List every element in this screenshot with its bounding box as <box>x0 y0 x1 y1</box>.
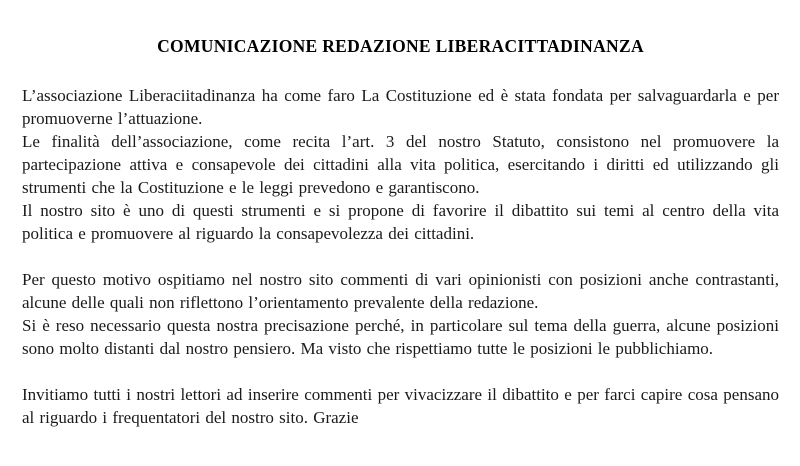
paragraph-block-positions <box>22 268 779 360</box>
paragraph: Le finalità dell’associazione, come recita l’art. 3 del nostro Statuto, consistono nel promuovere la partecipazione attiva e consapevole dei cittadini alla vita politica, esercitando i diritti ed utilizzando gli strumenti che la Costituzione e le leggi prevedono e garantiscono. <box>22 132 779 197</box>
paragraph: Si è reso necessario questa nostra precisazione perché, in particolare sul tema della guerra, alcune posizioni sono molto distanti dal nostro pensiero. Ma visto che rispettiamo tutte le posizioni le pubblichiamo. <box>22 316 779 358</box>
paragraph-block-intro <box>22 84 779 245</box>
paragraph-block-invitation <box>22 383 779 429</box>
paragraph: Il nostro sito è uno di questi strumenti e si propone di favorire il dibattito sui temi al centro della vita politica e promuovere al riguardo la consapevolezza dei cittadini. <box>22 201 779 243</box>
paragraph: Per questo motivo ospitiamo nel nostro sito commenti di vari opinionisti con posizioni anche contrastanti, alcune delle quali non riflettono l’orientamento prevalente della redazione. <box>22 270 779 312</box>
paragraph: Invitiamo tutti i nostri lettori ad inserire commenti per vivacizzare il dibattito e per farci capire cosa pensano al riguardo i frequentatori del nostro sito. Grazie <box>22 385 779 427</box>
page-title: COMUNICAZIONE REDAZIONE LIBERACITTADINANZA <box>157 36 644 56</box>
paragraph: L’associazione Liberaciitadinanza ha come faro La Costituzione ed è stata fondata per salvaguardarla e per promuoverne l’attuazione. <box>22 86 779 128</box>
